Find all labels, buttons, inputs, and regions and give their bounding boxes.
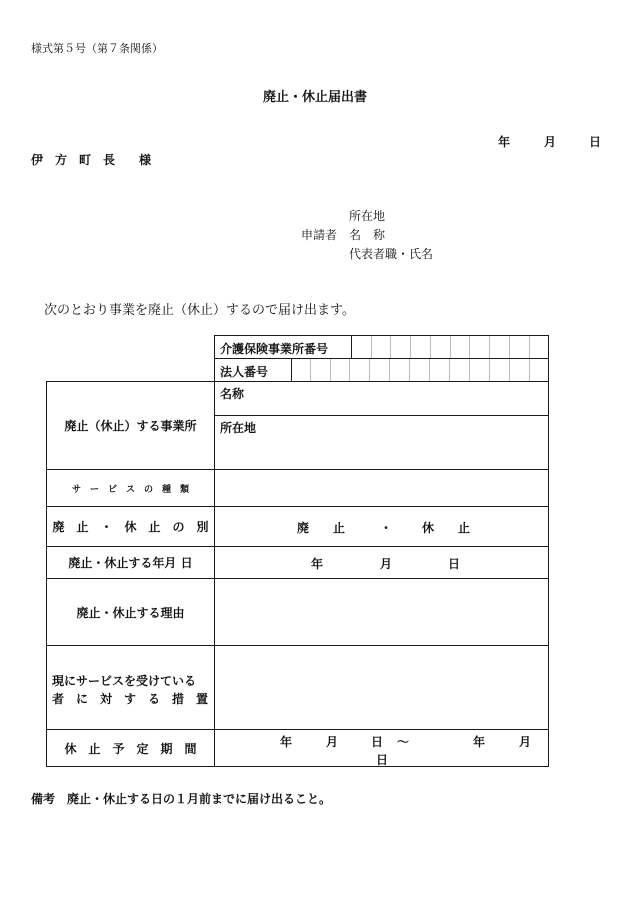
applicant-address-label: 所在地 <box>349 209 386 223</box>
period-start-day: 日 <box>371 735 384 749</box>
period-start-year: 年 <box>280 735 293 749</box>
corporate-number-label: 法人番号 <box>220 365 269 379</box>
addressee: 伊 方 町 長 様 <box>31 153 152 167</box>
suspend-period-label: 休 止 予 定 期 間 <box>64 741 197 756</box>
applicant-rep-label: 代表者職・氏名 <box>349 247 434 261</box>
intro-text: 次のとおり事業を廃止（休止）するので届け出ます。 <box>44 303 355 318</box>
office-name-label: 名称 <box>220 387 245 401</box>
date-day: 日 <box>589 135 602 149</box>
abolish-date-year: 年 <box>311 557 324 571</box>
service-type-label: サ ー ビ ス の 種 類 <box>71 484 189 495</box>
office-label: 廃止（休止）する事業所 <box>64 419 197 433</box>
care-number-label: 介護保険事業所番号 <box>220 342 329 356</box>
date-year: 年 <box>498 135 511 149</box>
form-number: 様式第５号（第７条関係） <box>31 42 163 55</box>
measures-label-line1: 現にサービスを受けている <box>52 674 197 688</box>
reason-label: 廃止・休止する理由 <box>76 605 185 620</box>
abolish-date-day: 日 <box>448 557 461 571</box>
abolish-date-month: 月 <box>380 557 393 571</box>
suspend-option[interactable]: 休 止 <box>422 521 471 535</box>
period-tilde: ～ <box>397 735 410 749</box>
note: 備考 廃止・休止する日の１月前までに届け出ること。 <box>31 792 332 806</box>
period-start-month: 月 <box>326 735 339 749</box>
period-end-day: 日 <box>376 753 389 767</box>
applicant-name-label: 名 称 <box>349 228 386 242</box>
applicant-label: 申請者 <box>301 228 338 242</box>
date-month: 月 <box>544 135 557 149</box>
office-address-label: 所在地 <box>220 421 257 435</box>
abolish-date-label: 廃止・休止する年月 日 <box>68 556 193 570</box>
measures-label-line2: 者 に 対 す る 措 置 <box>52 692 209 706</box>
abolish-option[interactable]: 廃 止 <box>297 521 346 535</box>
period-end-year: 年 <box>473 735 486 749</box>
period-end-month: 月 <box>519 735 532 749</box>
abolish-suspend-label: 廃 止 ・ 休 止 の 別 <box>52 520 209 534</box>
page-title: 廃止・休止届出書 <box>262 90 367 105</box>
option-separator: ・ <box>380 521 393 535</box>
